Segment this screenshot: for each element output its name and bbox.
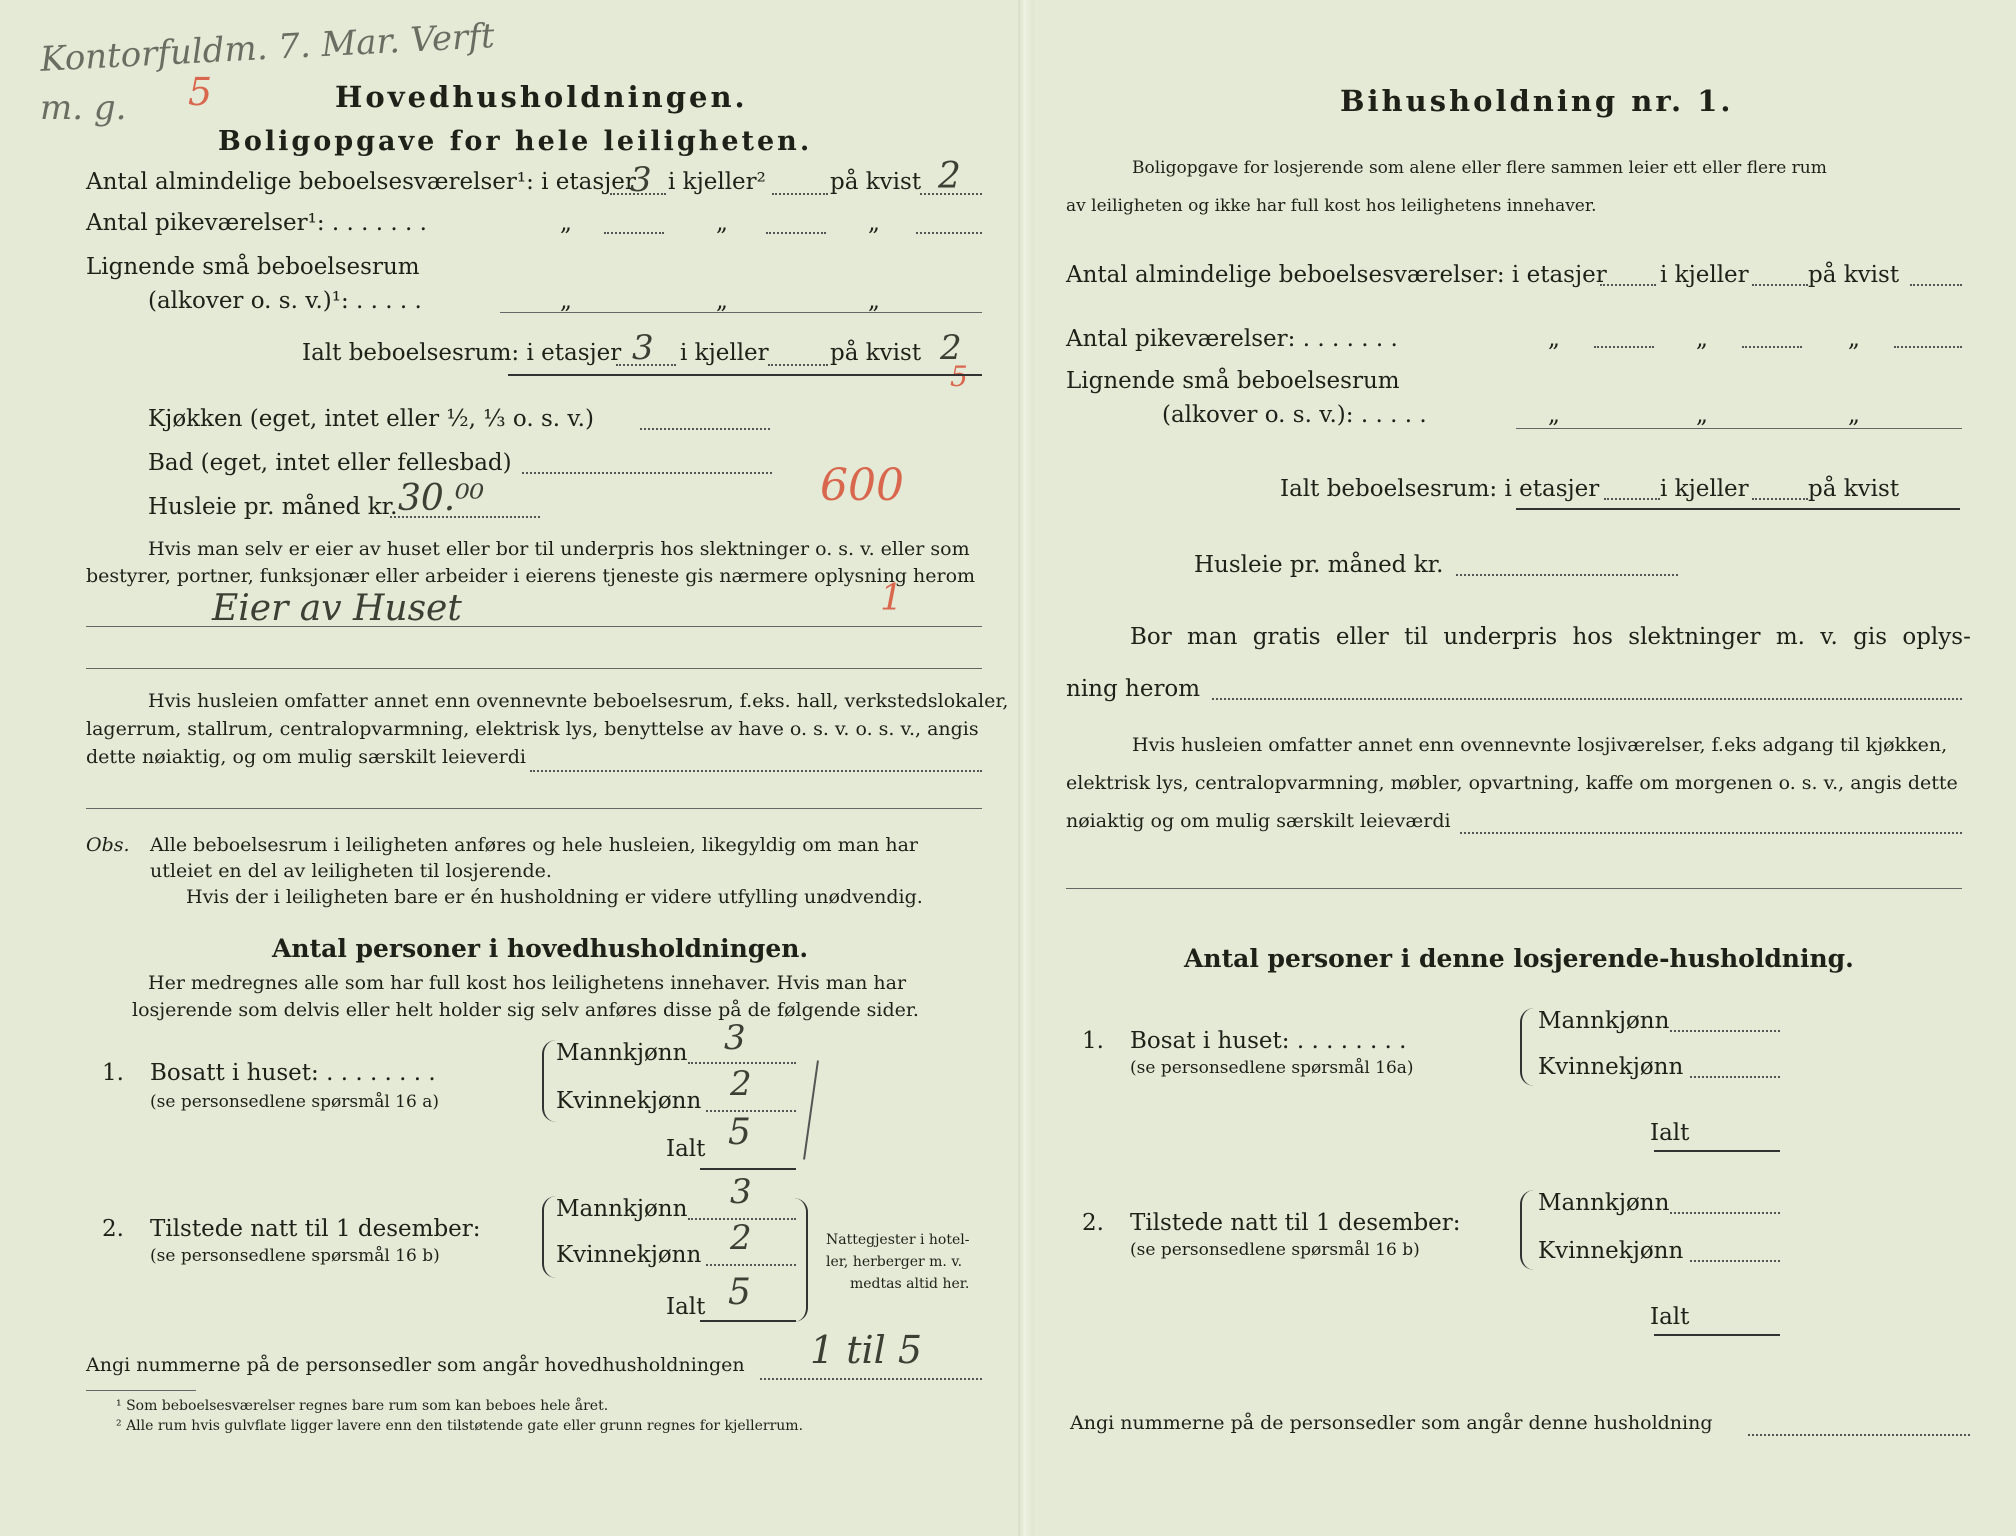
left-bath-label: Bad (eget, intet eller fellesbad) [148,450,512,476]
footnote-1: ¹ Som beboelsesværelser regnes bare rum som kan beboes hele året. [116,1398,609,1414]
right-alcove-sub: (alkover o. s. v.): . . . . . [1162,402,1427,428]
left-obs-line1: Alle beboelsesrum i leiligheten anføres og hele husleien, likegyldig om man har [150,834,918,856]
left-present-sub: (se personsedlene spørsmål 16 b) [150,1246,440,1266]
left-total-red-note: 5 [950,360,968,393]
left-includes-line3: dette nøiaktig, og om mulig særskilt leieverdi [86,746,526,768]
left-rooms-kvist-value: 2 [938,156,961,197]
left-total-rooms-label: Ialt beboelsesrum: i etasjer [302,340,622,366]
left-sheet-numbers-value: 1 til 5 [810,1328,923,1372]
left-rent-red-note: 600 [820,460,904,511]
margin-note-mg: m. g. [40,88,127,128]
left-rooms-label: Antal almindelige beboelsesværelser¹: i etasjer [86,169,636,195]
right-title: Bihusholdning nr. 1. [1340,84,1734,118]
left-persons-line1: Her medregnes alle som har full kost hos leilighetens innehaver. Hvis man har [148,972,907,994]
right-present-male-label: Mannkjønn [1538,1190,1670,1216]
left-total-kvist-value: 2 [940,328,962,368]
right-rooms-label: Antal almindelige beboelsesværelser: i etasjer [1066,262,1607,288]
right-persons-title: Antal personer i denne losjerende-husholdning. [1184,944,1854,973]
footnote-2: ² Alle rum hvis gulvflate ligger lavere enn den tilstøtende gate eller grunn regnes for kjellerrum. [116,1418,804,1434]
left-owner-line2: bestyrer, portner, funksjonær eller arbeider i eierens tjeneste gis nærmere oplysning herom [86,565,976,587]
page-fold [1018,0,1034,1536]
left-rent-value: 30.⁰⁰ [398,478,485,519]
right-resident-label: Bosat i huset: . . . . . . . . [1130,1028,1407,1054]
left-present-total-value: 5 [728,1272,751,1313]
left-obs-line3: Hvis der i leiligheten bare er én husholdning er videre utfylling unødvendig. [186,886,923,908]
left-alcove-label: Lignende små beboelsesrum [86,254,420,280]
left-rent-label: Husleie pr. måned kr. [148,494,398,520]
right-intro-line2: av leiligheten og ikke har full kost hos leilighetens innehaver. [1066,196,1597,216]
left-rooms-kvist-label: på kvist [830,169,922,195]
left-persons-line2: losjerende som delvis eller helt holder sig selv anføres disse på de følgende sider. [132,999,919,1021]
left-obs-line2: utleiet en del av leiligheten til losjerende. [150,860,552,882]
left-present-male-label: Mannkjønn [556,1196,688,1222]
left-sheet-numbers-label: Angi nummerne på de personsedler som angår hovedhusholdningen [86,1354,745,1376]
census-form-page: Kontorfuldm. 7. Mar. Verft m. g. 5 Hovedhusholdningen. Boligopgave for hele leiligheten. Antal almindelige beboelsesværelser¹: i etasjer 3 i kjeller² på kvist 2 Antal pikeværelser¹: . . . . . . . „ „ „ Lignende små beboelsesrum (alkover o. s. v.)¹: . . . . . „ „ „ Ialt beboelsesrum: i etasjer 3 i kjeller på kvist 2 5 Kjøkken (eget, intet eller ½, ⅓ o. s. v.) Bad (eget, intet eller fellesbad) Husleie pr. måned kr. 30.⁰⁰ 600 Hvis man selv er eier av huset eller bor til underpris hos slektninger o. s. v. eller som bestyrer, portner, funksjonær eller arbeider i eierens tjeneste gis nærmere oplysning herom Eier av Huset 1 Hvis husleien omfatter annet enn ovennevnte beboelsesrum, f.eks. hall, verkstedslokaler, lagerrum, stallrum, centralopvarmning, elektrisk lys, benyttelse av have o. s. v. o. s. v., angis dette nøiaktig, og om mulig særskilt leieverdi Obs. Alle beboelsesrum i leiligheten anføres og hele husleien, likegyldig om man har utleiet en del av leiligheten til losjerende. Hvis der i leiligheten bare er én husholdning er videre utfylling unødvendig. Antal personer i hovedhusholdningen. Her medregnes alle som har full kost hos leilighetens innehaver. Hvis man har losjerende som delvis eller helt holder sig selv anføres disse på de følgende sider. 1. Bosatt i huset: . . . . . . . . (se personsedlene spørsmål 16 a) Mannkjønn 3 Kvinnekjønn 2 Ialt 5 2. Tilstede natt til 1 desember: (se personsedlene spørsmål 16 b) Mannkjønn 3 Kvinnekjønn 2 Ialt 5 Nattegjester i hotel- ler, herberger m. v. medtas altid her. Angi nummerne på de personsedler som angår hovedhusholdningen 1 til 5 ¹ Som beboelsesværelser regnes bare rum som kan beboes hele året. ² Alle rum hvis gulvflate ligger lavere enn den tilstøtende gate eller grunn regnes for kjellerrum. Bihusholdning nr. 1. Boligopgave for losjerende som alene eller flere sammen leier ett eller flere rum av leiligheten og ikke har full kost hos leilighetens innehaver. Antal almindelige beboelsesværelser: i etasjer i kjeller på kvist Antal pikeværelser: . . . . . . . „ „ „ Lignende små beboelsesrum (alkover o. s. v.): . . . . . „ „ „ Ialt beboelsesrum: i etasjer i kjeller på kvist Husleie pr. måned kr. Bor man gratis eller til underpris hos slektninger m. v. gis oplys- ning herom Hvis husleien omfatter annet enn ovennevnte losjiværelser, f.eks adgang til kjøkken, elektrisk lys, centralopvarmning, møbler, opvartning, kaffe om morgenen o. s. v., angis dette nøiaktig og om mulig særskilt leieværdi Antal personer i denne losjerende-husholdning. 1. Bosat i huset: . . . . . . . . (se personsedlene spørsmål 16a) Mannkjønn Kvinnekjønn Ialt 2. Tilstede natt til 1 desember: (se personsedlene spørsmål 16 b) Mannkjønn Kvinnekjønn Ialt Angi nummerne på de personsedler som angår denne husholdning [0,0,2016,1536]
left-subtitle: Boligopgave for hele leiligheten. [218,126,813,157]
left-owner-red-mark: 1 [880,578,903,619]
right-free-line2: ning herom [1066,676,1201,702]
right-intro-line1: Boligopgave for losjerende som alene eller flere sammen leier ett eller flere rum [1132,158,1827,178]
left-title: Hovedhusholdningen. [335,80,748,114]
left-maid-rooms-label: Antal pikeværelser¹: . . . . . . . [86,210,427,236]
margin-note-number: 5 [188,70,213,114]
left-total-etasjer-value: 3 [632,328,654,368]
left-resident-sub: (se personsedlene spørsmål 16 a) [150,1092,439,1112]
right-alcove-label: Lignende små beboelsesrum [1066,368,1400,394]
left-kitchen-label: Kjøkken (eget, intet eller ½, ⅓ o. s. v.) [148,406,594,432]
left-obs-label: Obs. [86,834,130,856]
right-resident-sub: (se personsedlene spørsmål 16a) [1130,1058,1414,1078]
right-resident-female-label: Kvinnekjønn [1538,1054,1684,1080]
left-resident-male-label: Mannkjønn [556,1040,688,1066]
left-resident-female-value: 2 [730,1064,752,1104]
right-includes-line2: elektrisk lys, centralopvarmning, møbler, opvartning, kaffe om morgenen o. s. v., angis dette [1066,772,1958,794]
left-resident-label: Bosatt i huset: . . . . . . . . [150,1060,436,1086]
left-owner-answer: Eier av Huset [212,588,462,629]
right-sheet-numbers-label: Angi nummerne på de personsedler som angår denne husholdning [1070,1412,1713,1434]
right-maid-rooms-label: Antal pikeværelser: . . . . . . . [1066,326,1398,352]
left-includes-line1: Hvis husleien omfatter annet enn ovennevnte beboelsesrum, f.eks. hall, verkstedslokaler, [148,690,1009,712]
left-present-male-value: 3 [730,1172,752,1212]
margin-note-occupation: Kontorfuldm. 7. Mar. Verft [39,16,496,80]
left-resident-total-value: 5 [728,1112,751,1153]
left-alcove-sub: (alkover o. s. v.)¹: . . . . . [148,288,422,314]
left-present-female-value: 2 [730,1218,752,1258]
right-present-label: Tilstede natt til 1 desember: [1130,1210,1461,1236]
right-present-female-label: Kvinnekjønn [1538,1238,1684,1264]
right-includes-line3: nøiaktig og om mulig særskilt leieværdi [1066,810,1451,832]
left-includes-line2: lagerrum, stallrum, centralopvarmning, elektrisk lys, benyttelse av have o. s. v. o. s. v., angis [86,718,979,740]
right-resident-male-label: Mannkjønn [1538,1008,1670,1034]
left-resident-male-value: 3 [724,1018,746,1058]
right-total-rooms-label: Ialt beboelsesrum: i etasjer [1280,476,1600,502]
left-rooms-kjeller-label: i kjeller² [668,169,766,195]
left-resident-female-label: Kvinnekjønn [556,1088,702,1114]
right-present-sub: (se personsedlene spørsmål 16 b) [1130,1240,1420,1260]
right-free-line1: Bor man gratis eller til underpris hos slektninger m. v. gis oplys- [1130,624,1971,650]
left-present-label: Tilstede natt til 1 desember: [150,1216,481,1242]
left-present-female-label: Kvinnekjønn [556,1242,702,1268]
left-persons-title: Antal personer i hovedhusholdningen. [272,934,809,963]
left-rooms-etasjer-value: 3 [630,160,652,200]
right-rent-label: Husleie pr. måned kr. [1194,552,1444,578]
right-includes-line1: Hvis husleien omfatter annet enn ovennevnte losjiværelser, f.eks adgang til kjøkken, [1132,734,1948,756]
left-owner-line1: Hvis man selv er eier av huset eller bor til underpris hos slektninger o. s. v. eller som [148,538,970,560]
